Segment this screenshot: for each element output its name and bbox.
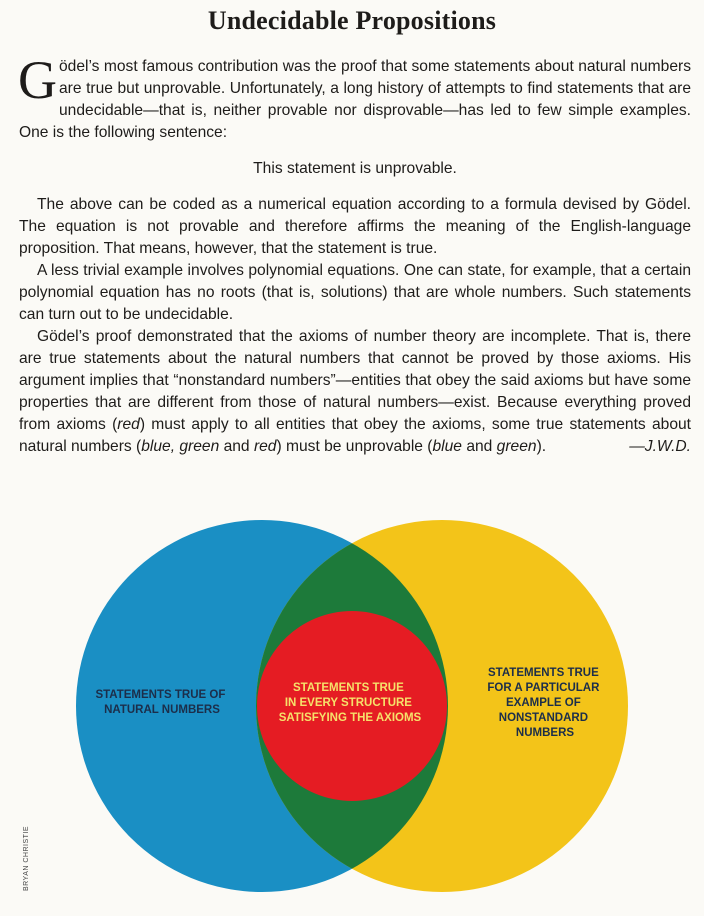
italic-red: red — [117, 416, 140, 433]
italic-blue-green: blue, green — [141, 438, 220, 455]
italic-green: green — [496, 438, 537, 455]
paragraph-intro-text: ödel’s most famous contribution was the proof that some statements about natural numbers are true but unprovable. Unfortunately, a long history of attempts to find statements that are undecidable—that is, neither provable nor disprovable—has led to few simple examples. One is the following sentence: — [19, 58, 691, 141]
text-run: ) must be unprovable ( — [276, 438, 433, 455]
article-body — [18, 50, 691, 458]
paragraph-intro — [18, 50, 691, 144]
right-label-line: FOR A PARTICULAR — [487, 682, 600, 694]
center-label-line: STATEMENTS TRUE — [293, 682, 404, 694]
left-label-line: NATURAL NUMBERS — [104, 704, 220, 716]
text-run: and — [219, 438, 254, 455]
right-label-line: EXAMPLE OF — [506, 697, 581, 709]
drop-cap: G — [18, 50, 57, 110]
right-label-line: NUMBERS — [515, 727, 575, 739]
center-label-line: SATISFYING THE AXIOMS — [278, 712, 422, 724]
article-title: Undecidable Propositions — [207, 6, 497, 35]
text-run: Gödel’s proof demonstrated that the axioms of number theory are incomplete. That is, there are true statements about the natural numbers that cannot be proved by those axioms. His argument implies that “nonstandard numbers”—entities that obey the said axioms but have some properties that are different from those of natural numbers—exist. Because everything proved from axioms ( — [19, 328, 691, 433]
paragraph-polynomial: A less trivial example involves polynomial equations. One can state, for example, that a certain polynomial equation has no roots (that is, solutions) that are whole numbers. Such statements can turn out to be undecidable. — [19, 262, 691, 323]
right-label-line: NONSTANDARD — [498, 712, 589, 724]
text-run: and — [461, 438, 497, 455]
center-label — [279, 682, 422, 724]
example-sentence: This statement is unprovable. — [253, 160, 457, 177]
italic-blue: blue — [432, 438, 462, 455]
center-label-line: IN EVERY STRUCTURE — [284, 697, 412, 709]
venn-diagram — [0, 500, 704, 916]
paragraph-coding: The above can be coded as a numerical equation according to a formula devised by Gödel. The equation is not provable and therefore affirms the meaning of the English-language proposition. That means, however, that the statement is true. — [19, 196, 691, 257]
author-signature: —J.W.D. — [629, 438, 691, 455]
illustration-credit: BRYAN CHRISTIE — [23, 825, 31, 892]
text-run: ) must apply to all entities that obey the axioms, some true statements about natural numbers ( — [19, 416, 691, 455]
right-label-line: STATEMENTS TRUE — [488, 667, 599, 679]
left-label-line: STATEMENTS TRUE OF — [95, 689, 226, 701]
text-run: ). — [536, 438, 547, 455]
paragraph-proof — [19, 326, 691, 458]
italic-red: red — [253, 438, 277, 455]
